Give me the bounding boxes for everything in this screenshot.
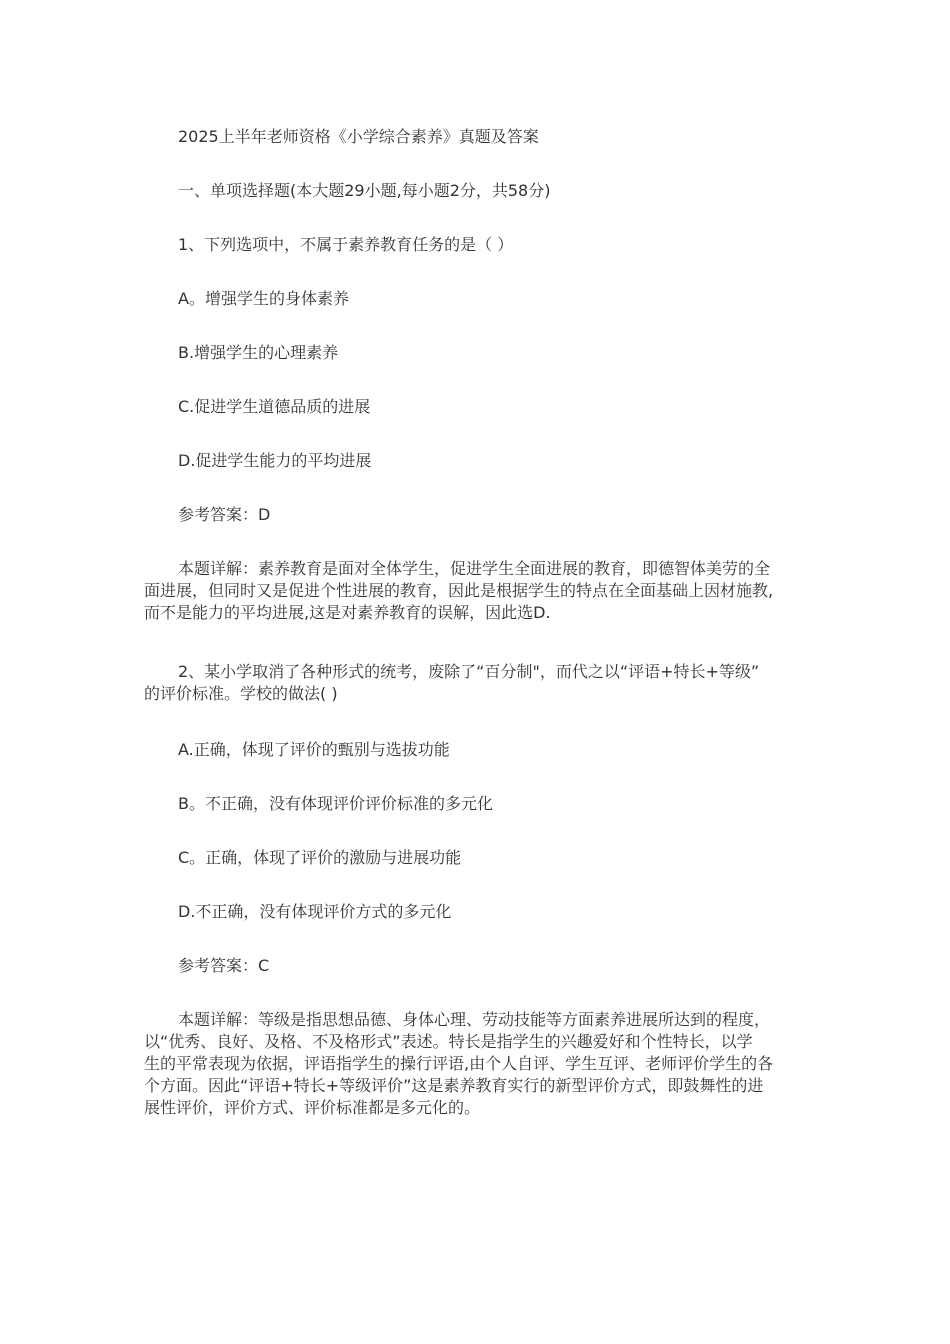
question-2-option-c: C。正确，体现了评价的激励与进展功能: [178, 848, 462, 867]
question-1-option-d: D.促进学生能力的平均进展: [178, 451, 372, 470]
question-stem-line: 2、某小学取消了各种形式的统考，废除了“百分制"，而代之以“评语+特长+等级”: [178, 662, 760, 681]
explanation-line: 面进展，但同时又是促进个性进展的教育，因此是根据学生的特点在全面基础上因材施教,: [144, 581, 774, 600]
question-1-option-b: B.增强学生的心理素养: [178, 343, 339, 362]
explanation-line: 个方面。因此“评语+特长+等级评价”这是素养教育实行的新型评价方式，即鼓舞性的进: [144, 1076, 764, 1095]
explanation-line: 以“优秀、良好、及格、不及格形式”表述。特长是指学生的兴趣爱好和个性特长，以学: [144, 1032, 753, 1051]
explanation-line: 展性评价，评价方式、评价标准都是多元化的。: [144, 1098, 481, 1117]
question-2-explanation: [144, 1009, 808, 1119]
question-1-option-c: C.促进学生道德品质的进展: [178, 397, 371, 416]
question-2-option-d: D.不正确，没有体现评价方式的多元化: [178, 902, 452, 921]
question-2-option-a: A.正确，体现了评价的甄别与选拔功能: [178, 740, 450, 759]
question-1-answer: 参考答案：D: [178, 505, 271, 524]
question-2-stem: [144, 661, 808, 705]
explanation-line: 本题详解：素养教育是面对全体学生，促进学生全面进展的教育，即德智体美劳的全: [178, 559, 771, 578]
question-1-option-a: A。增强学生的身体素养: [178, 289, 349, 308]
explanation-line: 本题详解：等级是指思想品德、身体心理、劳动技能等方面素养进展所达到的程度，: [178, 1010, 771, 1029]
question-2-answer: 参考答案：C: [178, 956, 270, 975]
question-1-explanation: [144, 558, 808, 624]
explanation-line: 而不是能力的平均进展,这是对素养教育的误解，因此选D.: [144, 603, 551, 622]
question-stem-line: 的评价标准。学校的做法( ): [144, 684, 338, 703]
explanation-line: 生的平常表现为依据，评语指学生的操行评语,由个人自评、学生互评、老师评价学生的各: [144, 1054, 774, 1073]
document-title: 2025上半年老师资格《小学综合素养》真题及答案: [178, 127, 539, 146]
section-heading: 一、单项选择题(本大题29小题,每小题2分，共58分): [178, 181, 551, 200]
question-1-stem: 1、下列选项中，不属于素养教育任务的是（ ）: [178, 235, 514, 254]
question-2-option-b: B。不正确，没有体现评价评价标准的多元化: [178, 794, 493, 813]
